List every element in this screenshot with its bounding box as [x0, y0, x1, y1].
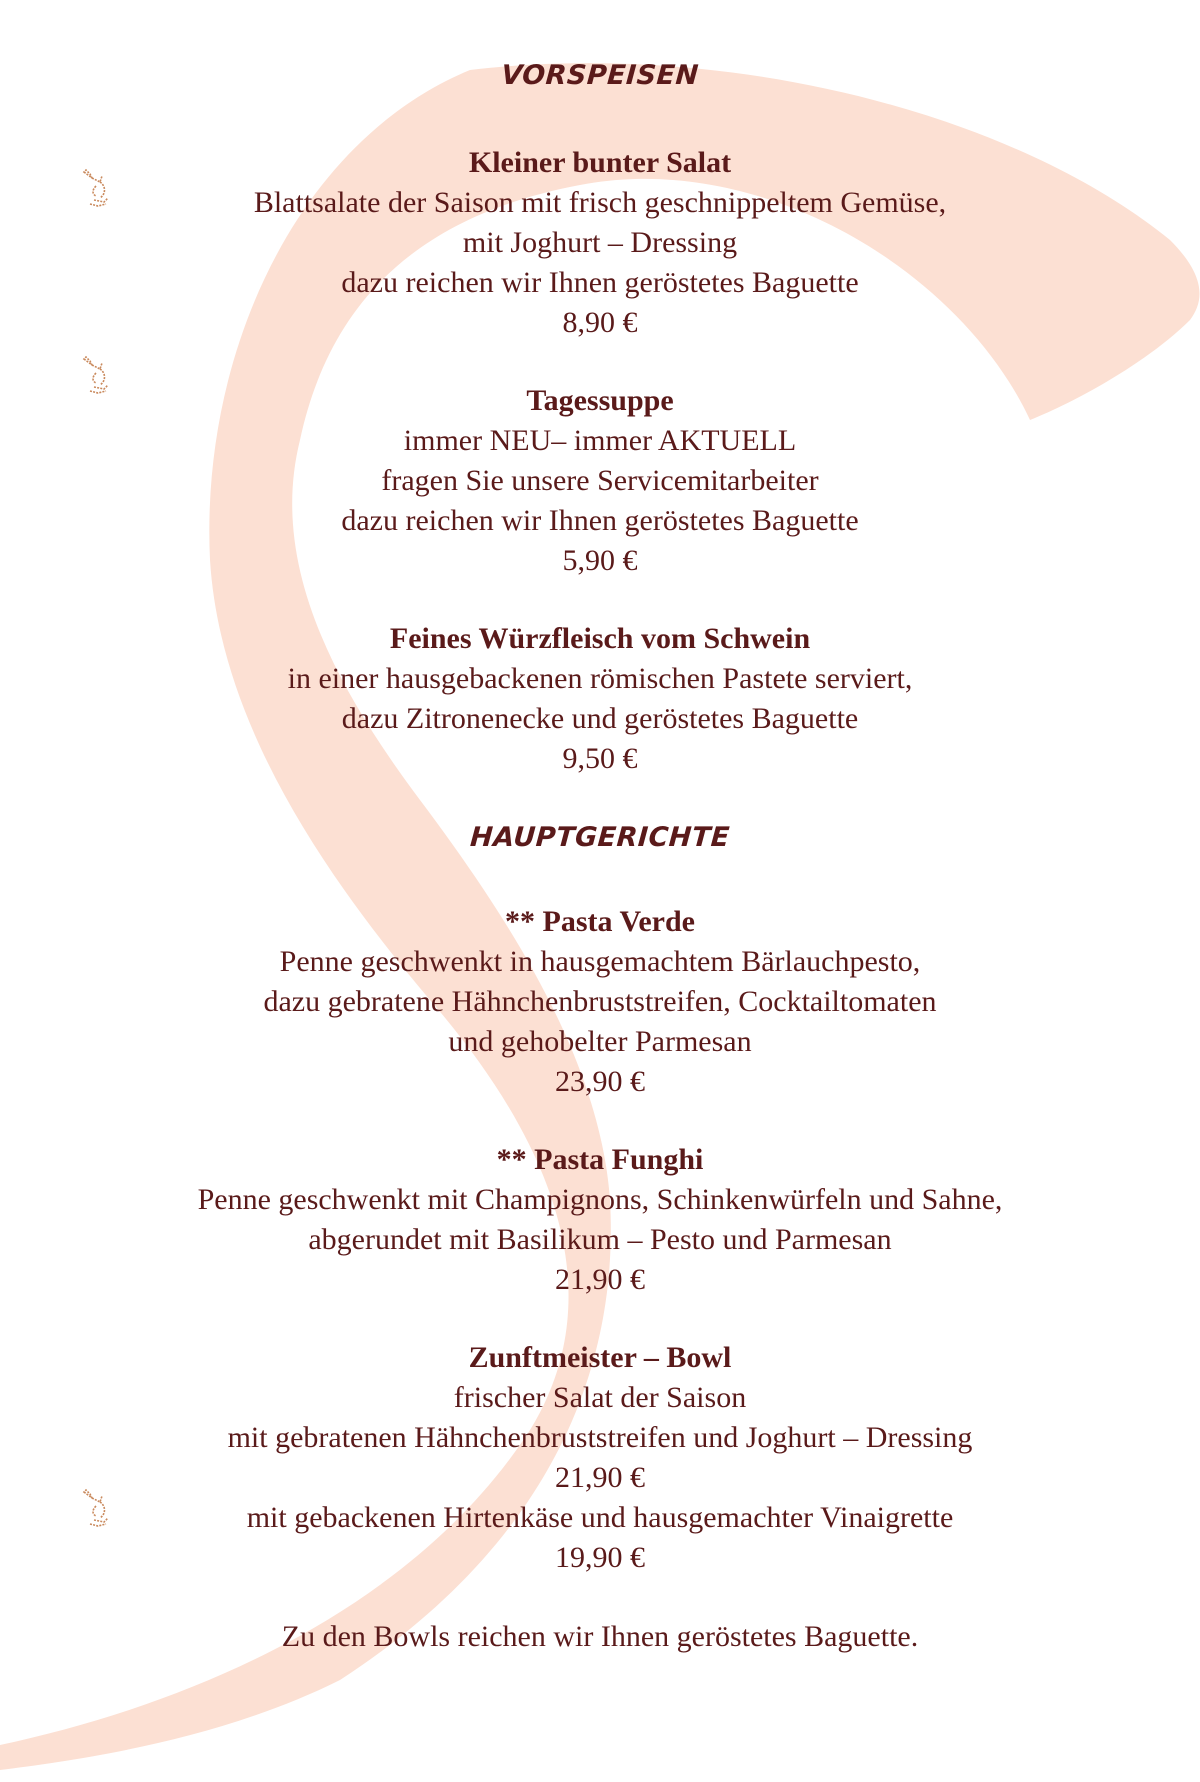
dish-name: ** Pasta Verde [505, 905, 695, 938]
dish-description: und gehobelter Parmesan [448, 1025, 752, 1058]
dish-description: mit gebackenen Hirtenkäse und hausgemachter Vinaigrette [246, 1501, 954, 1534]
dish-name: Tagessuppe [526, 384, 674, 417]
dish-wuerzfleisch [0, 619, 1200, 779]
dish-description: immer NEU– immer AKTUELL [403, 424, 797, 457]
dish-description: Blattsalate der Saison mit frisch geschnippeltem Gemüse, [253, 186, 947, 219]
dish-description: dazu reichen wir Ihnen geröstetes Baguette [341, 266, 859, 299]
dish-description: fragen Sie unsere Servicemitarbeiter [381, 464, 819, 497]
dish-pasta-funghi [0, 1140, 1200, 1300]
dish-zunftmeister-bowl [0, 1338, 1200, 1578]
dish-price: 23,90 € [555, 1065, 645, 1098]
dish-name: Feines Würzfleisch vom Schwein [389, 622, 811, 655]
dish-description: dazu gebratene Hähnchenbruststreifen, Cocktailtomaten [263, 985, 937, 1018]
dish-name: Kleiner bunter Salat [468, 146, 732, 179]
dish-description: dazu reichen wir Ihnen geröstetes Baguette [341, 504, 859, 537]
dish-price: 21,90 € [555, 1263, 645, 1296]
dish-price: 19,90 € [555, 1541, 645, 1574]
dish-description: mit gebratenen Hähnchenbruststreifen und Joghurt – Dressing [227, 1421, 973, 1454]
dish-price: 5,90 € [562, 544, 638, 577]
dish-description: mit Joghurt – Dressing [462, 226, 738, 259]
dish-name: ** Pasta Funghi [496, 1143, 704, 1176]
dish-name: Zunftmeister – Bowl [468, 1341, 732, 1374]
dish-tagessuppe [0, 381, 1200, 581]
dish-price: 9,50 € [562, 742, 638, 775]
dish-description: abgerundet mit Basilikum – Pesto und Parmesan [308, 1223, 892, 1256]
dish-pasta-verde [0, 902, 1200, 1102]
bowls-note: Zu den Bowls reichen wir Ihnen geröstetes Baguette. [281, 1620, 919, 1653]
section-title-hauptgerichte: HAUPTGERICHTE [469, 822, 731, 853]
dish-kleiner-bunter-salat [0, 143, 1200, 343]
dish-price: 8,90 € [562, 306, 638, 339]
dish-price: 21,90 € [555, 1461, 645, 1494]
dish-description: dazu Zitronenecke und geröstetes Baguette [341, 702, 859, 735]
dish-description: Penne geschwenkt in hausgemachtem Bärlauchpesto, [279, 945, 921, 978]
dish-description: in einer hausgebackenen römischen Pastete serviert, [287, 662, 913, 695]
section-title-vorspeisen: VORSPEISEN [500, 60, 700, 91]
dish-description: frischer Salat der Saison [453, 1381, 747, 1414]
dish-description: Penne geschwenkt mit Champignons, Schinkenwürfeln und Sahne, [197, 1183, 1003, 1216]
